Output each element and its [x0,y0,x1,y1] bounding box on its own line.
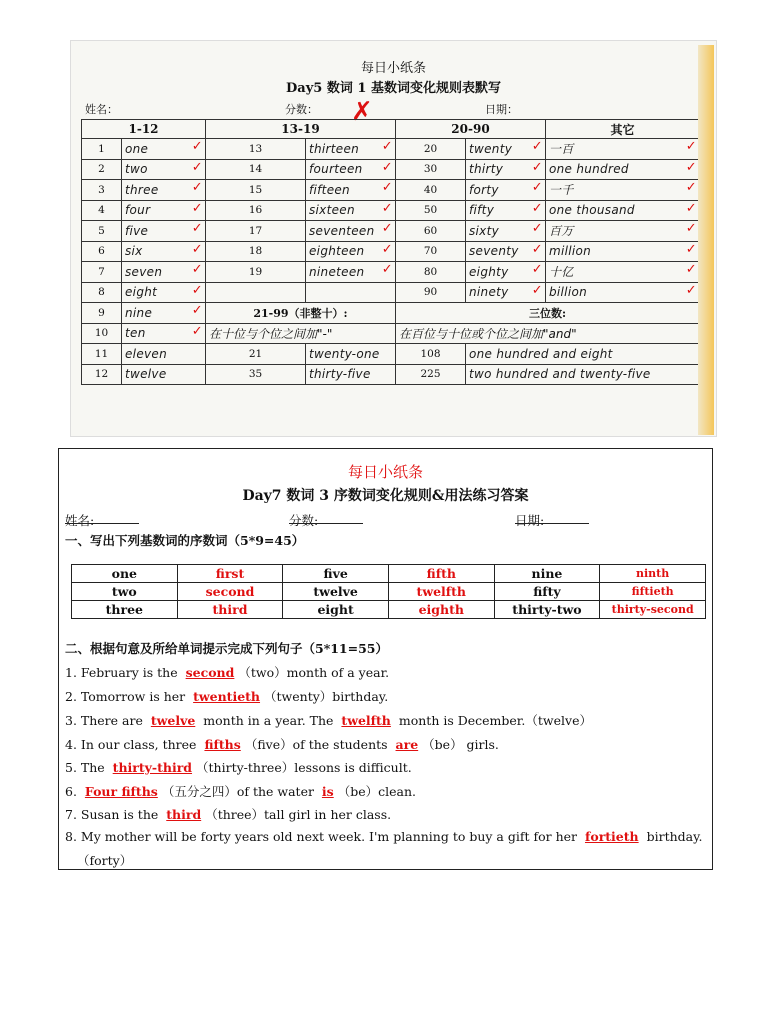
answer-fill: are [395,737,419,752]
table-cell: 9 [82,303,122,324]
check-mark-icon: ✓ [531,241,543,257]
table-cell: eighty ✓ [466,262,546,283]
table-cell: one thousand ✓ [546,200,700,221]
table-cell: fifteen ✓ [306,180,396,201]
sentence-text: month is December.（twelve） [394,713,592,728]
check-mark-icon: ✓ [531,139,543,154]
table-cell: twelfth [388,583,494,601]
sentence-line [65,758,412,776]
sentence-text: （three）tall girl in her class. [205,807,392,822]
table-cell: 百万 ✓ [546,221,700,242]
check-mark-icon: ✓ [685,221,697,236]
table-row [82,180,700,201]
table-row [82,344,700,365]
check-mark-icon: ✓ [191,303,203,318]
rule-right: 在百位与十位或个位之间加"and" [396,323,700,344]
table-cell: 40 [396,180,466,201]
check-mark-icon: ✓ [685,180,697,195]
table-cell: one hundred and eight [466,344,700,365]
answer-fill: second [185,665,235,680]
table-cell: 18 [206,241,306,262]
worksheet-title: 每日小纸条 [360,61,426,76]
table-cell: fiftieth [600,583,706,601]
table-cell: eighth [388,601,494,619]
check-mark-icon: ✓ [191,200,203,216]
date-blank [515,511,589,524]
table-cell: 4 [82,200,122,221]
table-cell: five ✓ [122,221,206,242]
sentence-line [65,829,702,844]
table-cell: 5 [82,221,122,242]
header-other: 其它 [546,120,700,139]
check-mark-icon: ✓ [191,139,203,154]
table-cell: million ✓ [546,241,700,262]
table-cell: 108 [396,344,466,365]
sentence-text: （thirty-three）lessons is difficult. [196,760,412,775]
table-cell: two [72,583,178,601]
table-cell: six ✓ [122,241,206,262]
check-mark-icon: ✓ [191,241,203,257]
table-cell: twelve [122,364,206,385]
table-cell: seventy ✓ [466,241,546,262]
answer-fill: third [166,807,202,822]
table-row [82,200,700,221]
table-cell: 21 [206,344,306,365]
grade-mark-icon: ✗ [351,97,373,127]
table-cell [206,282,306,303]
table-cell: 35 [206,364,306,385]
table-row [72,601,706,619]
answer-fill: twelfth [341,713,391,728]
sub-header-right: 三位数: [396,303,700,324]
table-cell: nine ✓ [122,303,206,324]
table-cell: nineteen ✓ [306,262,396,283]
sentence-line [65,805,391,823]
handwritten-worksheet [70,40,717,437]
check-mark-icon: ✓ [191,159,203,175]
table-cell: 3 [82,180,122,201]
cardinal-numbers-table [81,119,700,385]
table-row [82,323,700,344]
check-mark-icon: ✓ [685,282,697,298]
table-cell: 17 [206,221,306,242]
table-cell: ninth [600,565,706,583]
table-row [82,303,700,324]
table-header-row [82,120,700,139]
section-2-heading: 二、根据句意及所给单词提示完成下列句子（5*11=55） [65,641,388,656]
table-cell: eight [283,601,389,619]
sentence-line [65,735,499,753]
sentence-line [65,663,389,681]
sentence-line [65,711,592,729]
answer-sheet [58,448,713,870]
sentence-text: 5. The [65,760,109,775]
name-label: 姓名: [65,513,95,528]
sentence-text: （五分之四）of the water [161,784,318,799]
sentence-text: month in a year. The [199,713,338,728]
table-cell: five [283,565,389,583]
table-cell: 14 [206,159,306,180]
sentence-text: （two）month of a year. [238,665,390,680]
check-mark-icon: ✓ [531,200,543,216]
check-mark-icon: ✓ [531,221,543,236]
check-mark-icon: ✓ [531,159,543,175]
photo-edge-strip [698,45,714,435]
table-row [82,241,700,262]
table-cell: 13 [206,139,306,160]
table-cell: 19 [206,262,306,283]
date-label: 日期: [515,513,545,528]
table-cell: fourteen ✓ [306,159,396,180]
table-cell: 16 [206,200,306,221]
table-cell: 20 [396,139,466,160]
table-cell: 一百 ✓ [546,139,700,160]
table-cell: thirty ✓ [466,159,546,180]
check-mark-icon: ✓ [381,139,393,154]
table-row [72,565,706,583]
table-cell: sixteen ✓ [306,200,396,221]
table-cell: second [177,583,283,601]
check-mark-icon: ✓ [685,262,697,277]
check-mark-icon: ✓ [191,282,203,298]
check-mark-icon: ✓ [191,262,203,277]
sentence-text: （five）of the students [244,737,392,752]
sentence-line [65,687,388,705]
answer-fill: thirty-third [112,760,193,775]
table-cell: 10 [82,323,122,344]
header-20-90: 20-90 [396,120,546,139]
table-cell: 8 [82,282,122,303]
check-mark-icon: ✓ [191,221,203,236]
sentence-line [65,782,416,800]
table-cell: twenty-one [306,344,396,365]
sentence-text: 4. In our class, three [65,737,201,752]
answer-fill: fifths [204,737,241,752]
table-cell: twelve [283,583,389,601]
table-cell: one [72,565,178,583]
sentence-text: （be） girls. [422,737,499,752]
table-cell: thirty-second [600,601,706,619]
table-cell: billion ✓ [546,282,700,303]
table-cell: two hundred and twenty-five [466,364,700,385]
table-cell: 1 [82,139,122,160]
table-cell: one hundred ✓ [546,159,700,180]
table-cell: 十亿 ✓ [546,262,700,283]
sentence-text: 3. There are [65,713,147,728]
table-cell: four ✓ [122,200,206,221]
check-mark-icon: ✓ [381,262,393,277]
table-cell: eighteen ✓ [306,241,396,262]
table-cell: 15 [206,180,306,201]
answer-sheet-subtitle: Day7 数词 3 序数词变化规则&用法练习答案 [242,488,529,504]
check-mark-icon: ✓ [191,180,203,195]
table-cell: third [177,601,283,619]
check-mark-icon: ✓ [531,262,543,277]
sub-header-left: 21-99（非整十）: [206,303,396,324]
table-cell: nine [494,565,600,583]
table-cell: three ✓ [122,180,206,201]
check-mark-icon: ✓ [381,241,393,257]
table-cell: 50 [396,200,466,221]
answer-fill: twentieth [193,689,261,704]
check-mark-icon: ✓ [381,221,393,236]
table-cell: three [72,601,178,619]
table-cell [306,282,396,303]
table-cell: sixty ✓ [466,221,546,242]
table-row [82,364,700,385]
table-cell: 225 [396,364,466,385]
table-cell: one ✓ [122,139,206,160]
table-row [82,221,700,242]
table-cell: 90 [396,282,466,303]
table-cell: 6 [82,241,122,262]
check-mark-icon: ✓ [381,200,393,216]
answer-sheet-title: 每日小纸条 [347,463,423,481]
name-label: 姓名： [85,103,118,116]
score-label: 分数： [285,103,318,116]
table-cell: 12 [82,364,122,385]
table-cell: forty ✓ [466,180,546,201]
table-cell: two ✓ [122,159,206,180]
table-row [82,139,700,160]
table-cell: fifth [388,565,494,583]
table-cell: seventeen ✓ [306,221,396,242]
table-cell: fifty [494,583,600,601]
table-cell: fifty ✓ [466,200,546,221]
sentence-text: 2. Tomorrow is her [65,689,190,704]
check-mark-icon: ✓ [381,180,393,195]
ordinal-numbers-table [71,564,706,619]
header-1-12: 1-12 [82,120,206,139]
sentence-line: （forty） [77,853,133,868]
table-cell: eight ✓ [122,282,206,303]
score-label: 分数: [289,513,319,528]
sentence-text: 1. February is the [65,665,182,680]
worksheet-subtitle: Day5 数词 1 基数词变化规则表默写 [286,81,501,96]
table-cell: 7 [82,262,122,283]
sentence-text: 8. My mother will be forty years old next week. I'm planning to buy a gift for her [65,829,581,844]
check-mark-icon: ✓ [531,180,543,195]
table-row [82,282,700,303]
table-row [72,583,706,601]
check-mark-icon: ✓ [191,323,203,339]
sentence-text: birthday. [642,829,703,844]
table-cell: 60 [396,221,466,242]
table-cell: 11 [82,344,122,365]
table-cell: 30 [396,159,466,180]
check-mark-icon: ✓ [685,139,697,154]
table-cell: 2 [82,159,122,180]
sentence-text: 7. Susan is the [65,807,163,822]
table-cell: eleven [122,344,206,365]
section-1-heading: 一、写出下列基数词的序数词（5*9=45） [65,533,305,548]
sentence-text: （twenty）birthday. [264,689,389,704]
table-row [82,159,700,180]
check-mark-icon: ✓ [381,159,393,175]
table-cell: 80 [396,262,466,283]
check-mark-icon: ✓ [531,282,543,298]
date-label: 日期： [485,103,518,116]
table-cell: ten ✓ [122,323,206,344]
table-cell: 70 [396,241,466,262]
table-cell: first [177,565,283,583]
check-mark-icon: ✓ [685,200,697,216]
table-cell: seven ✓ [122,262,206,283]
header-13-19: 13-19 [206,120,396,139]
answer-fill: fortieth [584,829,639,844]
score-blank [289,511,363,524]
table-cell: ninety ✓ [466,282,546,303]
table-cell: thirty-two [494,601,600,619]
table-cell: 一千 ✓ [546,180,700,201]
table-cell: thirteen ✓ [306,139,396,160]
rule-left: 在十位与个位之间加"-" [206,323,396,344]
check-mark-icon: ✓ [685,241,697,257]
answer-fill: twelve [150,713,196,728]
sentence-text: （be）clean. [337,784,416,799]
sentence-text: 6. [65,784,81,799]
table-cell: twenty ✓ [466,139,546,160]
table-row [82,262,700,283]
answer-fill: is [321,784,334,799]
table-cell: thirty-five [306,364,396,385]
answer-fill: Four fifths [84,784,158,799]
name-blank [65,511,139,524]
check-mark-icon: ✓ [685,159,697,175]
